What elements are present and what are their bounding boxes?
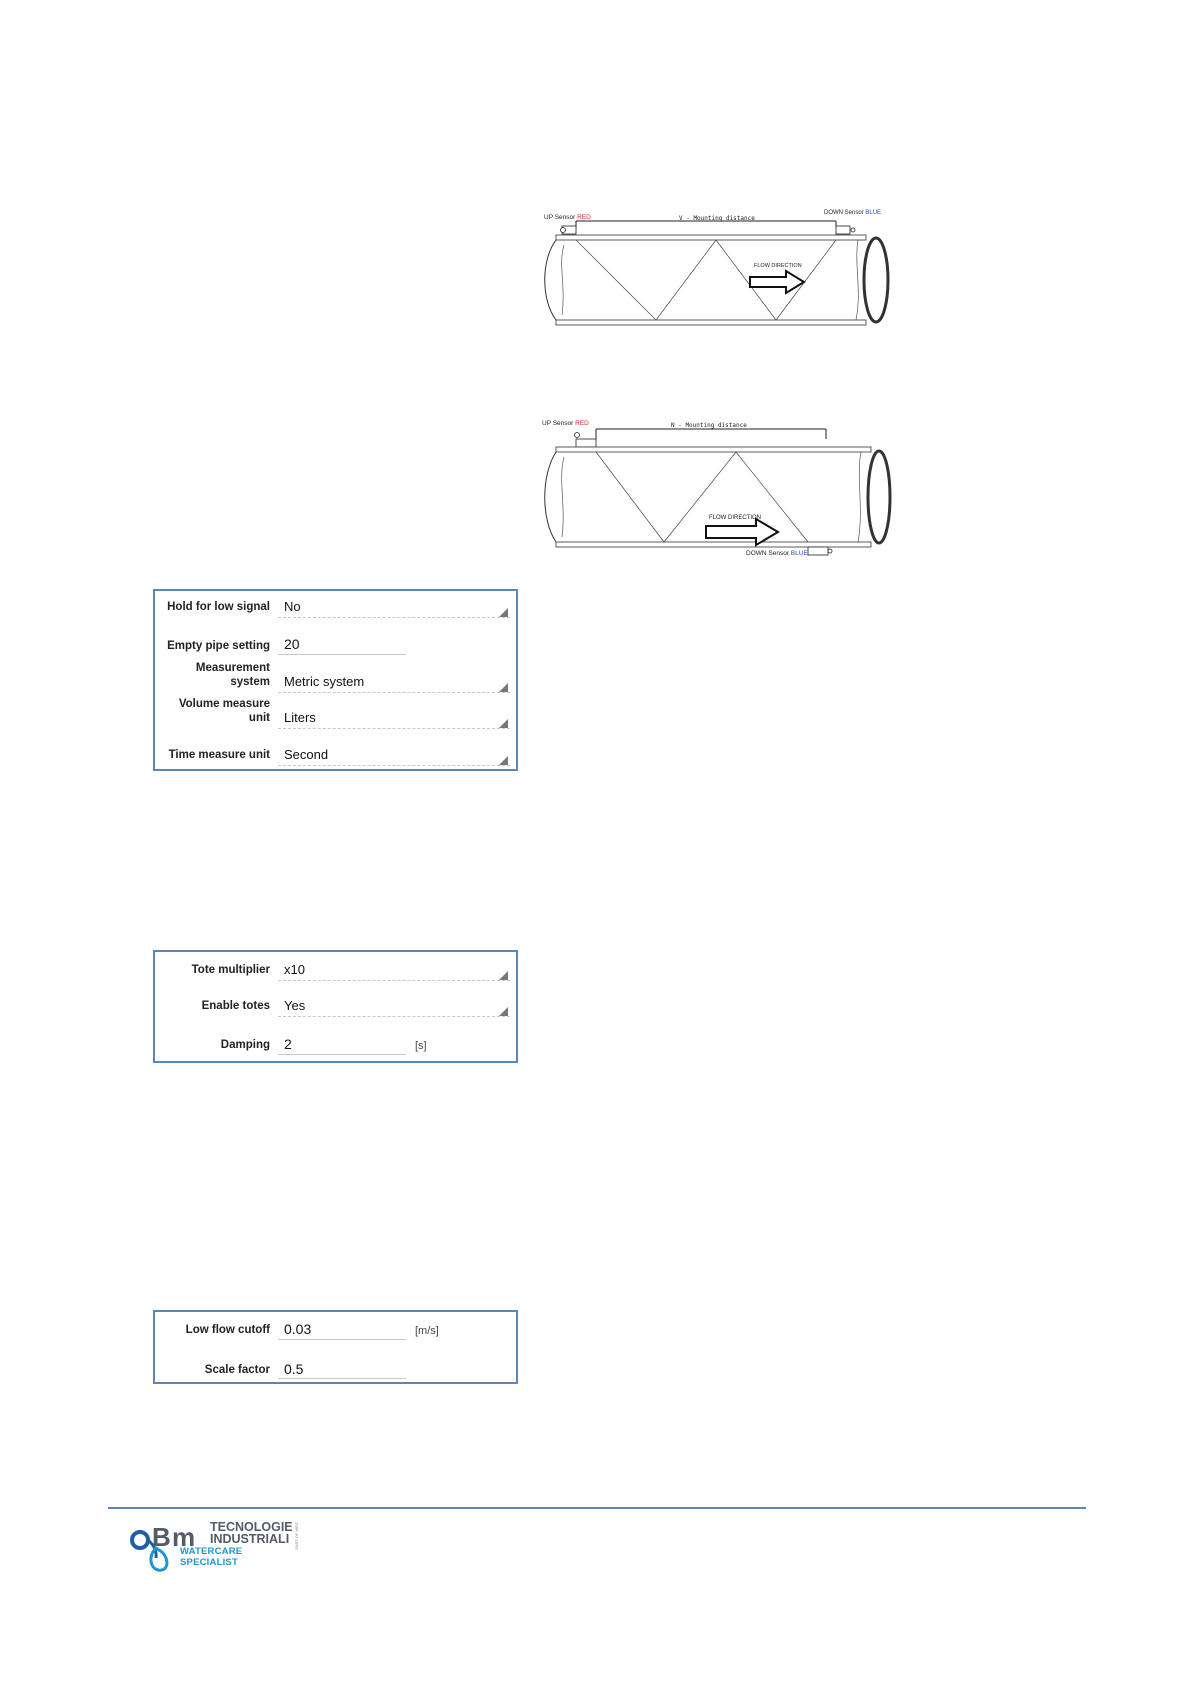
measurement-system-select[interactable]: Metric system <box>284 674 365 689</box>
pipe-bottom-wall <box>556 320 866 325</box>
low-flow-cutoff-label: Low flow cutoff <box>185 1324 270 1336</box>
time-unit-label: Time measure unit <box>168 749 270 761</box>
down-sensor <box>808 547 828 555</box>
damping-input[interactable]: 2 <box>284 1036 292 1052</box>
settings-panel-totes <box>153 950 518 1063</box>
company-logo <box>126 1518 301 1578</box>
n-mounting-diagram <box>536 415 896 565</box>
enable-totes-select[interactable]: Yes <box>284 998 306 1013</box>
footer-rule <box>108 1507 1086 1509</box>
chevron-down-icon[interactable] <box>499 1007 508 1016</box>
low-flow-cutoff-unit: [m/s] <box>415 1325 439 1337</box>
down-sensor <box>836 226 850 234</box>
volume-unit-select[interactable]: Liters <box>284 710 316 725</box>
pipe-bottom-wall <box>556 542 871 547</box>
brand-line1: TECNOLOGIE <box>210 1520 293 1534</box>
down-sensor-label: DOWN Sensor BLUE <box>746 550 808 557</box>
flow-direction-label: FLOW DIRECTION <box>709 515 761 521</box>
chevron-down-icon[interactable] <box>499 971 508 980</box>
hold-low-signal-select[interactable]: No <box>284 599 301 614</box>
tote-multiplier-select[interactable]: x10 <box>284 962 305 977</box>
damping-label: Damping <box>220 1039 270 1051</box>
settings-panel-general <box>153 589 518 771</box>
pipe-top-wall <box>556 235 866 240</box>
chevron-down-icon[interactable] <box>499 756 508 765</box>
mounting-distance-label: V - Mounting distance <box>679 215 755 222</box>
chevron-down-icon[interactable] <box>499 608 508 617</box>
flow-arrow <box>750 271 804 293</box>
up-sensor-label: UP Sensor RED <box>542 420 589 427</box>
low-flow-cutoff-input[interactable]: 0.03 <box>284 1321 312 1337</box>
brand-side-text: PART OF WEG <box>294 1522 299 1550</box>
pipe-top-wall <box>556 447 871 452</box>
tote-multiplier-label: Tote multiplier <box>191 964 270 976</box>
hold-low-signal-label: Hold for low signal <box>167 601 270 613</box>
scale-factor-input[interactable]: 0.5 <box>284 1361 304 1377</box>
chevron-down-icon[interactable] <box>499 719 508 728</box>
brand-tagline: WATERCARE SPECIALIST <box>180 1546 243 1568</box>
brand-line2: INDUSTRIALI <box>210 1532 290 1546</box>
scale-factor-label: Scale factor <box>204 1364 270 1376</box>
svg-text:B: B <box>152 1522 171 1552</box>
flow-arrow <box>706 519 778 545</box>
v-mounting-diagram <box>536 205 896 330</box>
up-sensor <box>576 439 596 447</box>
volume-unit-label: Volume measure unit <box>178 698 270 724</box>
svg-text:m: m <box>172 1522 196 1552</box>
down-sensor-label: DOWN Sensor BLUE <box>824 210 882 216</box>
damping-unit: [s] <box>415 1040 427 1052</box>
up-sensor-label: UP Sensor RED <box>544 214 591 221</box>
time-unit-select[interactable]: Second <box>284 747 329 762</box>
flow-direction-label: FLOW DIRECTION <box>754 263 802 269</box>
empty-pipe-input[interactable]: 20 <box>284 636 300 652</box>
settings-panel-flow <box>153 1310 518 1384</box>
chevron-down-icon[interactable] <box>499 683 508 692</box>
empty-pipe-label: Empty pipe setting <box>167 640 270 652</box>
measurement-system-label: Measurement system <box>195 662 270 688</box>
enable-totes-label: Enable totes <box>201 1000 270 1012</box>
signal-path <box>596 452 808 542</box>
mounting-distance-label: N - Mounting distance <box>671 422 747 429</box>
